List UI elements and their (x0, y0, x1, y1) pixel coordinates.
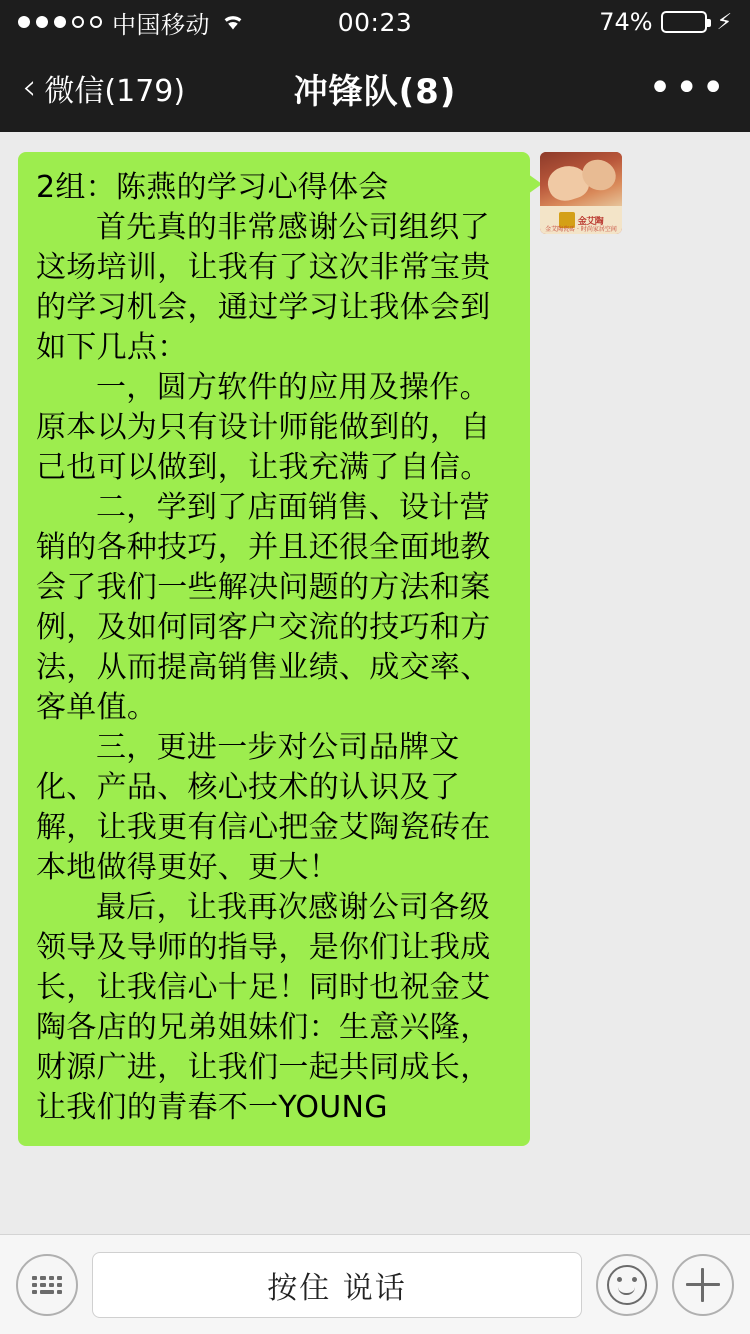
message-bubble[interactable] (18, 152, 530, 1146)
wifi-icon (220, 12, 246, 32)
status-bar-right (412, 8, 732, 36)
more-dots-icon[interactable]: ••• (648, 65, 728, 111)
carrier-label: 中国移动 (112, 10, 210, 39)
message-line: 二，学到了店面销售、设计营销的各种技巧，并且还很全面地教会了我们一些解决问题的方法和案例，及如何同客户交流的技巧和方法，从而提高销售业绩、成交率、客单值。 (36, 490, 491, 725)
avatar-sub-label: 金艾陶瓷砖 · 时尚家居空间 (545, 226, 617, 233)
avatar-logo-label: 金艾陶 (577, 216, 604, 227)
status-bar (0, 0, 750, 44)
message-line: 首先真的非常感谢公司组织了这场培训，让我有了这次非常宝贵的学习机会，通过学习让我体会到如下几点： (36, 210, 491, 365)
message-line: 一，圆方软件的应用及操作。原本以为只有设计师能做到的，自己也可以做到，让我充满了自信。 (36, 370, 491, 485)
keyboard-icon[interactable] (16, 1254, 78, 1316)
page-title: 冲锋队(8) (293, 71, 457, 112)
chat-message-list[interactable] (0, 132, 750, 1234)
avatar[interactable] (540, 152, 622, 234)
message-line: 最后，让我再次感谢公司各级领导及导师的指导，是你们让我成长，让我信心十足！同时也祝金艾陶各店的兄弟姐妹们：生意兴隆，财源广进，让我们一起共同成长，让我们的青春不一YOUNG (36, 890, 491, 1125)
hold-to-talk-button[interactable]: 按住 说话 (92, 1252, 582, 1318)
signal-strength-icon (18, 16, 102, 28)
plus-icon[interactable] (672, 1254, 734, 1316)
back-button-label: 微信(179) (44, 74, 186, 109)
chat-message (0, 152, 750, 1146)
navigation-bar (0, 44, 750, 132)
status-bar-left (18, 5, 338, 40)
input-toolbar (0, 1234, 750, 1334)
message-line: 2组：陈燕的学习心得体会 (36, 170, 389, 205)
message-line: 三，更进一步对公司品牌文化、产品、核心技术的认识及了解，让我更有信心把金艾陶瓷砖在本地做得更好、更大！ (36, 730, 491, 885)
battery-percent-label: 74% (599, 8, 653, 36)
lightning-bolt-icon: ⚡ (716, 9, 733, 35)
battery-icon (661, 11, 707, 33)
chevron-left-icon: ‹ (22, 67, 37, 108)
back-button[interactable] (22, 66, 185, 110)
smiley-icon[interactable] (596, 1254, 658, 1316)
status-bar-clock: 00:23 (337, 7, 413, 37)
